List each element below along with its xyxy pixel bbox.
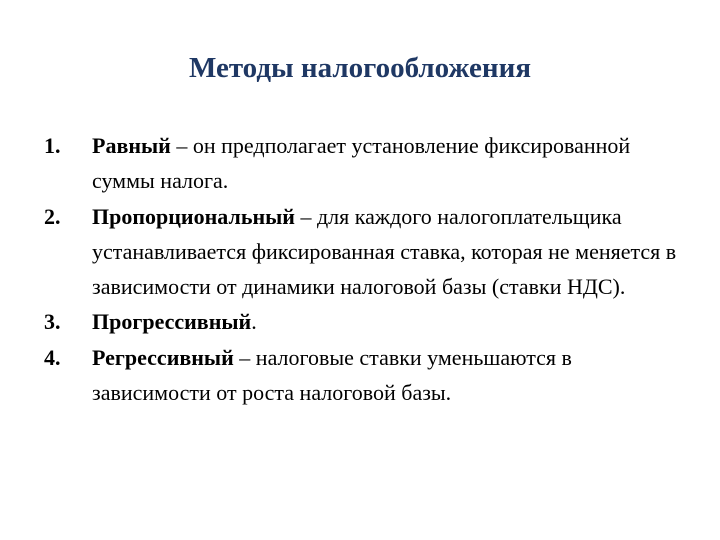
list-item-number: 3. <box>44 309 61 335</box>
list-item-text: – налоговые ставки уменьшаются в зависимости от роста налоговой базы. <box>92 344 572 406</box>
list-item <box>44 128 684 199</box>
list-item <box>44 340 684 411</box>
slide-title: Методы налогообложения <box>188 52 532 84</box>
list-item <box>44 304 684 339</box>
list-item-text: – он предполагает установление фиксированной суммы налога. <box>92 133 631 194</box>
list-item-term: Прогрессивный <box>92 309 252 335</box>
list-item-term: Пропорциональный <box>92 203 295 229</box>
list-item-number: 4. <box>44 344 61 370</box>
list-item-number: 2. <box>44 203 61 229</box>
list-item-term: Равный <box>92 133 171 158</box>
list-item-number: 1. <box>44 133 61 158</box>
list-item <box>44 199 684 305</box>
list-item-text: . <box>251 309 257 335</box>
methods-list <box>44 128 684 410</box>
list-item-text: – для каждого налогоплательщика устанавливается фиксированная ставка, которая не меняется в зависимости от динамики налоговой базы (ставки НДС). <box>92 203 677 300</box>
list-item-term: Регрессивный <box>92 344 234 370</box>
